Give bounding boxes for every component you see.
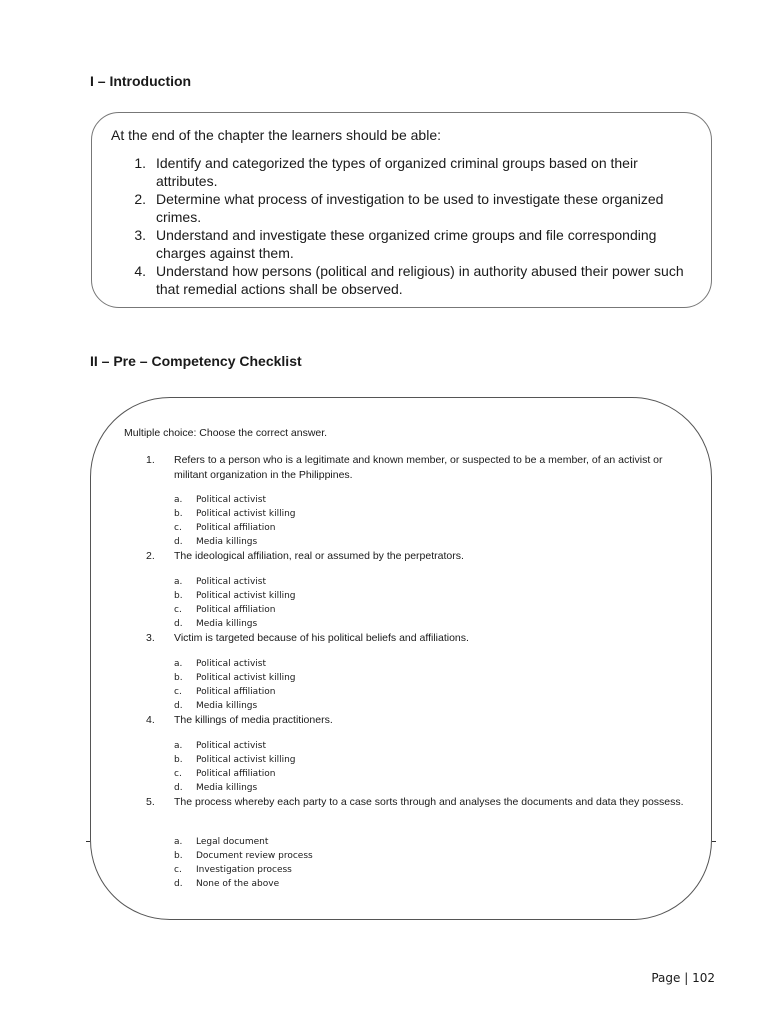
option-text: Political activist xyxy=(196,577,267,587)
option-text: Legal document xyxy=(196,837,269,847)
page-number: Page | 102 xyxy=(651,971,715,985)
option-list xyxy=(174,739,296,795)
question: 5. The process whereby each party to a case sorts through and analyses the documents and data they possess. xyxy=(146,796,684,808)
option-letter: a. xyxy=(174,495,183,505)
option xyxy=(174,849,313,863)
option-letter: a. xyxy=(174,659,183,669)
option-letter: a. xyxy=(174,741,183,751)
option xyxy=(174,877,313,891)
option xyxy=(174,685,296,699)
option-letter: d. xyxy=(174,783,183,793)
option-text: Political affiliation xyxy=(196,523,276,533)
option-text: Media killings xyxy=(196,537,258,547)
option-letter: b. xyxy=(174,509,183,519)
option-letter: c. xyxy=(174,605,182,615)
objectives-intro: At the end of the chapter the learners should be able: xyxy=(111,127,442,143)
objective-item: 3. Understand and investigate these organized crime groups and file corresponding charges against them. xyxy=(134,227,657,261)
section-heading-checklist: II – Pre – Competency Checklist xyxy=(90,353,302,369)
option-text: Political affiliation xyxy=(196,769,276,779)
option-letter: d. xyxy=(174,701,183,711)
option-text: Political affiliation xyxy=(196,687,276,697)
option-letter: d. xyxy=(174,879,183,889)
option xyxy=(174,753,296,767)
option-letter: a. xyxy=(174,837,183,847)
option-list xyxy=(174,493,296,549)
border-tick-right xyxy=(712,841,716,842)
option xyxy=(174,493,296,507)
option xyxy=(174,767,296,781)
option-text: Media killings xyxy=(196,619,258,629)
option-text: Political activist xyxy=(196,495,267,505)
option-letter: b. xyxy=(174,673,183,683)
objectives-box xyxy=(91,112,712,308)
option xyxy=(174,603,296,617)
option xyxy=(174,535,296,549)
option-text: Media killings xyxy=(196,701,258,711)
option-text: Political activist killing xyxy=(196,509,296,519)
mc-instruction: Multiple choice: Choose the correct answer. xyxy=(124,427,328,439)
option-text: Political activist xyxy=(196,659,267,669)
question: 4. The killings of media practitioners. xyxy=(146,714,333,726)
option-list xyxy=(174,835,313,891)
section-heading-introduction: I – Introduction xyxy=(90,73,192,89)
option-letter: c. xyxy=(174,523,182,533)
option-letter: c. xyxy=(174,687,182,697)
option-list xyxy=(174,575,296,631)
option xyxy=(174,657,296,671)
option-text: None of the above xyxy=(196,879,280,889)
option-letter: c. xyxy=(174,769,182,779)
option-text: Document review process xyxy=(196,851,313,861)
option-text: Investigation process xyxy=(196,865,292,875)
option xyxy=(174,507,296,521)
option-letter: a. xyxy=(174,577,183,587)
objectives-list xyxy=(111,154,691,298)
option-letter: d. xyxy=(174,537,183,547)
option-text: Political activist killing xyxy=(196,673,296,683)
option xyxy=(174,835,313,849)
option xyxy=(174,521,296,535)
option-letter: b. xyxy=(174,851,183,861)
option-letter: c. xyxy=(174,865,182,875)
checklist-box xyxy=(90,397,712,920)
question: 1. Refers to a person who is a legitimate and known member, or suspected to be a member, of an activist or militant organization in the Philippines. xyxy=(146,454,663,481)
option xyxy=(174,589,296,603)
option xyxy=(174,739,296,753)
option-letter: d. xyxy=(174,619,183,629)
objective-item: 1. Identify and categorized the types of organized criminal groups based on their attributes. xyxy=(134,155,638,189)
option-text: Political affiliation xyxy=(196,605,276,615)
option xyxy=(174,671,296,685)
option xyxy=(174,575,296,589)
objective-item: 2. Determine what process of investigation to be used to investigate these organized crimes. xyxy=(134,191,664,225)
option xyxy=(174,863,313,877)
option-text: Political activist xyxy=(196,741,267,751)
option-text: Media killings xyxy=(196,783,258,793)
option xyxy=(174,617,296,631)
option xyxy=(174,781,296,795)
question: 2. The ideological affiliation, real or assumed by the perpetrators. xyxy=(146,550,464,562)
option-letter: b. xyxy=(174,755,183,765)
question: 3. Victim is targeted because of his political beliefs and affiliations. xyxy=(146,632,469,644)
option-text: Political activist killing xyxy=(196,591,296,601)
option-list xyxy=(174,657,296,713)
option-text: Political activist killing xyxy=(196,755,296,765)
option-letter: b. xyxy=(174,591,183,601)
option xyxy=(174,699,296,713)
objective-item: 4. Understand how persons (political and religious) in authority abused their power such that remedial actions shall be observed. xyxy=(134,263,684,297)
